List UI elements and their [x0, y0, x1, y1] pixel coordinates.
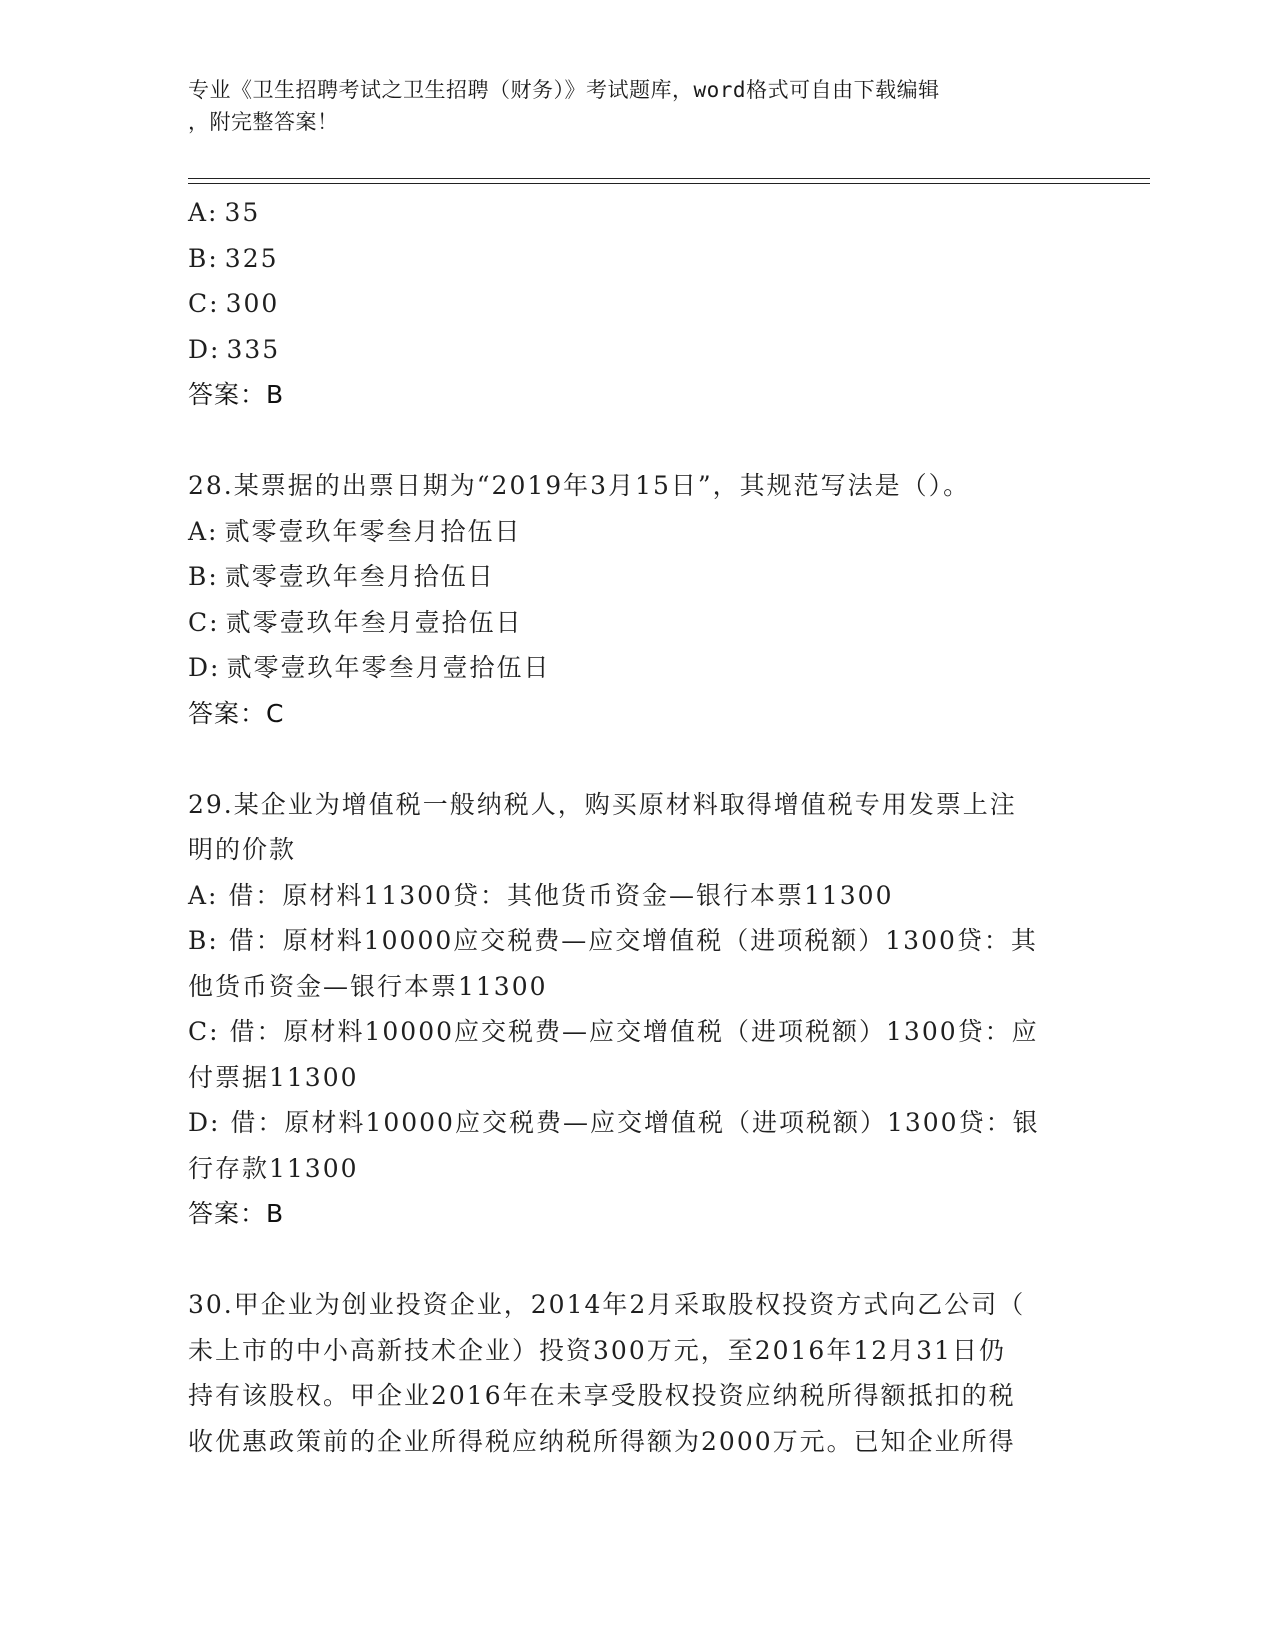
- document-header: [188, 74, 1088, 138]
- option-text: 贰零壹玖年叁月拾伍日: [224, 562, 495, 591]
- option-c: [188, 281, 1088, 327]
- option-b: [188, 554, 1088, 600]
- header-divider-bottom: [188, 183, 1150, 184]
- option-text: 35: [224, 198, 261, 227]
- option-d: [188, 645, 1088, 691]
- question-stem-line-1: 29.某企业为增值税一般纳税人，购买原材料取得增值税专用发票上注: [188, 789, 1017, 819]
- option-label: B:: [188, 562, 219, 591]
- answer: 答案：C: [188, 698, 285, 728]
- spacer: [188, 418, 1088, 464]
- option-text: 贰零壹玖年零叁月拾伍日: [224, 516, 522, 546]
- option-label: C:: [188, 289, 220, 318]
- answer: 答案：B: [188, 1199, 285, 1228]
- option-c: [188, 600, 1088, 646]
- question-29: [188, 782, 1088, 1237]
- header-line-1: 专业《卫生招聘考试之卫生招聘（财务）》考试题库，word格式可自由下载编辑: [188, 78, 940, 102]
- option-label: D:: [188, 653, 221, 682]
- question-stem-line-2: 未上市的中小高新技术企业）投资300万元，至2016年12月31日仍: [188, 1335, 1006, 1365]
- question-content: [188, 190, 1088, 1464]
- question-stem-line-4: 收优惠政策前的企业所得税应纳税所得额为2000万元。已知企业所得: [188, 1426, 1016, 1456]
- option-c-continued: 付票据11300: [188, 1062, 359, 1092]
- answer: 答案：B: [188, 380, 285, 409]
- option-text: 300: [225, 289, 280, 318]
- spacer: [188, 736, 1088, 782]
- option-d: D: 借：原材料10000应交税费—应交增值税（进项税额）1300贷：银: [188, 1108, 1040, 1137]
- option-a: A: 借：原材料11300贷：其他货币资金—银行本票11300: [188, 880, 894, 910]
- option-label: A:: [188, 516, 219, 546]
- option-b: [188, 236, 1088, 282]
- option-label: A:: [188, 198, 219, 227]
- question-30: [188, 1282, 1088, 1464]
- option-d: [188, 327, 1088, 373]
- option-text: 325: [224, 243, 279, 273]
- header-line-2: ，附完整答案！: [188, 110, 339, 134]
- option-label: B:: [188, 243, 219, 273]
- option-a: [188, 509, 1088, 555]
- option-b: B: 借：原材料10000应交税费—应交增值税（进项税额）1300贷：其: [188, 926, 1038, 955]
- question-stem-line-1: 30.甲企业为创业投资企业，2014年2月采取股权投资方式向乙公司（: [188, 1290, 1026, 1319]
- question-stem: 28.某票据的出票日期为“2019年3月15日”，其规范写法是（）。: [188, 471, 971, 500]
- header-divider-top: [188, 178, 1150, 179]
- question-stem-line-2: 明的价款: [188, 835, 297, 864]
- option-text: 贰零壹玖年零叁月壹拾伍日: [226, 653, 551, 682]
- option-label: C:: [188, 607, 220, 637]
- prev-question: [188, 190, 1088, 418]
- option-c: C: 借：原材料10000应交税费—应交增值税（进项税额）1300贷：应: [188, 1017, 1039, 1046]
- spacer: [188, 1237, 1088, 1283]
- question-stem-line-3: 持有该股权。甲企业2016年在未享受股权投资应纳税所得额抵扣的税: [188, 1381, 1016, 1410]
- question-28: [188, 463, 1088, 736]
- option-d-continued: 行存款11300: [188, 1153, 359, 1183]
- option-a: [188, 190, 1088, 236]
- option-label: D:: [188, 334, 221, 364]
- option-text: 贰零壹玖年叁月壹拾伍日: [225, 607, 523, 637]
- option-b-continued: 他货币资金—银行本票11300: [188, 971, 548, 1001]
- option-text: 335: [226, 334, 281, 364]
